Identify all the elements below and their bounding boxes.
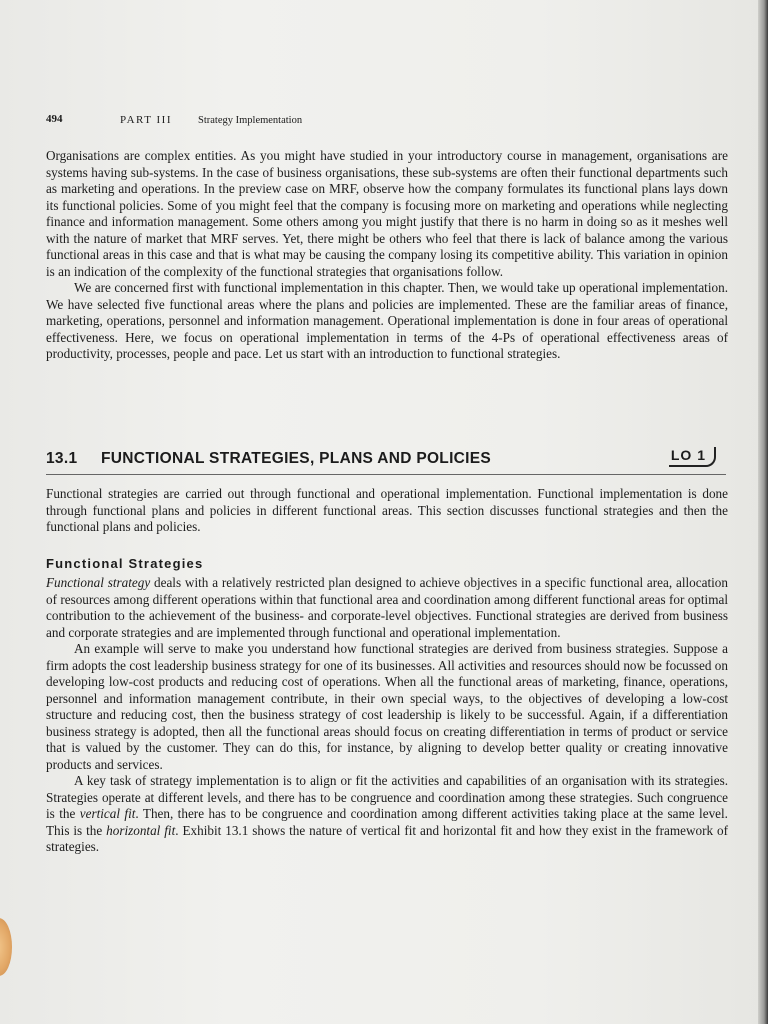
running-header xyxy=(46,113,746,131)
section-paragraph-1: Functional strategies are carried out through functional and operational implementation. Functional implementation is done through functional plans and policies in different functional areas. This section discusses functional strategies and then the functional plans and policies. xyxy=(46,486,728,534)
subsection-paragraph-3 xyxy=(46,773,728,856)
subsection-text xyxy=(46,575,728,856)
learning-objective-badge: LO 1 xyxy=(669,447,716,467)
intro-text xyxy=(46,148,728,363)
page-number: 494 xyxy=(46,113,63,125)
subsection-paragraph-2: An example will serve to make you understand how functional strategies are derived from business strategies. Suppose a firm adopts the cost leadership business strategy for one of its businesses. All activities and resources should now be focussed on developing low-cost products and reducing cost of operations. When all the functional areas of marketing, finance, operations, personnel and information management contribute, in their own special ways, to the objectives of developing a low-cost structure and reducing cost, then the business strategy of cost leadership is likely to be successful. Again, if a differentiation business strategy is adopted, then all the functional areas should focus on creating differentiation in terms of product or service that is valued by the customer. They can do this, for instance, by aligning to develop better quality or creating innovative products and services. xyxy=(46,641,728,772)
intro-paragraph-1: Organisations are complex entities. As you might have studied in your introductory course in management, organisations are systems having sub-systems. In the case of business organisations, these sub-systems are often their functional departments such as marketing and operations. In the preview case on MRF, observe how the company formulates its functional plans lays down its functional policies. Some of you might feel that the company is focusing more on marketing and operations while neglecting finance and information management. Some others among you might justify that there is no harm in doing so as it meshes well with the nature of market that MRF serves. Yet, there might be others who feel that there is lack of balance among the various functional areas in this case and that is what may be causing the company losing its competitive ability. This variation in opinion is an indication of the complexity of the functional strategies that organisations follow. xyxy=(46,148,728,279)
p3-part-b: . Then, there has to be congruence and coordination among different activities taking place at the same level. This is the xyxy=(46,806,728,838)
section-text xyxy=(46,486,728,536)
part-title: Strategy Implementation xyxy=(198,115,303,126)
p3-part-c: . Exhibit 13.1 shows the nature of vertical fit and horizontal fit and how they exist in the framework of strategies. xyxy=(46,822,729,854)
section-title: FUNCTIONAL STRATEGIES, PLANS AND POLICIES xyxy=(101,450,492,467)
intro-paragraph-2: We are concerned first with functional implementation in this chapter. Then, we would take up operational implementation. We have selected five functional areas where the plans and policies are implemented. These are the familiar areas of finance, marketing, operations, personnel and information management. Operational implementation is done in four areas of operational effectiveness. Here, we focus on operational implementation in terms of the 4-Ps of operational effectiveness areas of productivity, processes, people and pace. Let us start with an introduction to functional strategies. xyxy=(46,280,728,361)
thumb-finger-image xyxy=(0,918,12,976)
subsection-title: Functional Strategies xyxy=(46,556,204,571)
term-vertical-fit: vertical fit xyxy=(79,806,136,821)
section-heading xyxy=(46,446,736,486)
term-horizontal-fit: horizontal fit xyxy=(106,822,176,838)
subsection-paragraph-1 xyxy=(46,575,728,641)
section-rule xyxy=(46,474,726,475)
p3-part-a: A key task of strategy implementation is to align or fit the activities and capabilities of an organisation with its strategies. Strategies operate at different levels, and there has to be congruence and coordination among these strategies. Such congruence is the xyxy=(46,773,728,821)
page-edge-shadow xyxy=(758,0,768,1024)
subsection-paragraph-1-rest: deals with a relatively restricted plan designed to achieve objectives in a specific functional area, allocation of resources among different operations within that functional area and coordination among different functional areas for optimal contribution to the achievement of the business- and corporate-level objectives. Functional strategies are derived from business and corporate strategies and are implemented through functional and operational implementation. xyxy=(46,575,728,640)
term-functional-strategy: Functional strategy xyxy=(46,575,151,590)
part-label: PART III xyxy=(120,114,172,126)
section-number: 13.1 xyxy=(46,450,78,467)
